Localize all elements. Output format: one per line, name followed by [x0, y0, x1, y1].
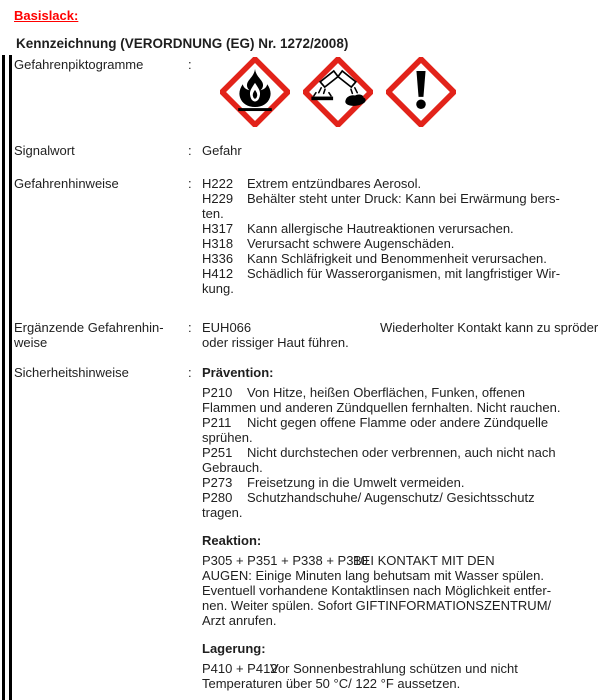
- field-label-line: weise: [14, 335, 48, 350]
- field-label-line: Ergänzende Gefahrenhin-: [14, 320, 164, 335]
- statement-line: [202, 266, 612, 281]
- ghs-diamond-frame: [305, 59, 371, 125]
- statement-text: Extrem entzündbares Aerosol.: [247, 176, 422, 191]
- field-colon: :: [188, 176, 192, 191]
- field-label: [14, 320, 188, 350]
- field-value: [202, 57, 612, 127]
- field-label-line: Gefahrenhinweise: [14, 176, 119, 191]
- document-header: [0, 0, 612, 51]
- statement-line: sprühen.: [202, 430, 253, 445]
- field-label: [14, 57, 188, 72]
- statement-text: Behälter steht unter Druck: Kann bei Erwärmung bers-: [247, 191, 560, 206]
- statement-line: Temperaturen über 50 °C/ 122 °F aussetzen.: [202, 676, 461, 691]
- statement-line: [202, 221, 612, 236]
- statement-code: P251: [202, 445, 233, 460]
- field-row: [0, 143, 612, 158]
- statement-line: oder rissiger Haut führen.: [202, 335, 349, 350]
- statement-code: H229: [202, 191, 234, 206]
- field-label: [14, 143, 188, 158]
- statement-line: [202, 475, 612, 490]
- statement-line: ten.: [202, 206, 224, 221]
- statement-line: Flammen und anderen Zündquellen fernhalten. Nicht rauchen.: [202, 400, 561, 415]
- statement-text: Vor Sonnenbestrahlung schützen und nicht: [270, 661, 518, 676]
- statement-group-heading: Prävention:: [202, 365, 274, 380]
- statement-group-heading: Lagerung:: [202, 641, 266, 656]
- statement-line: [202, 490, 612, 505]
- statement-line: [202, 385, 612, 400]
- field-label-line: Sicherheitshinweise: [14, 365, 129, 380]
- corrosion-icon: [303, 57, 373, 127]
- statement-line: [202, 661, 612, 676]
- statement-line: [202, 176, 612, 191]
- statement-line: Eventuell vorhandene Kontaktlinsen nach Möglichkeit entfer-: [202, 583, 552, 598]
- section-title: Kennzeichnung (VERORDNUNG (EG) Nr. 1272/2008): [16, 36, 349, 51]
- statement-code: EUH066: [202, 320, 252, 335]
- statement-line: [202, 445, 612, 460]
- fields: [0, 57, 612, 691]
- statement-code: P410 + P412: [202, 661, 278, 676]
- statement-text: Freisetzung in die Umwelt vermeiden.: [247, 475, 465, 490]
- field-label: [14, 365, 188, 380]
- statement-line: Arzt anrufen.: [202, 613, 277, 628]
- statement-group-heading: Reaktion:: [202, 533, 262, 548]
- exclamation-mark-icon: [386, 57, 456, 127]
- field-label: [14, 176, 188, 191]
- statement-text: Kann allergische Hautreaktionen verursachen.: [247, 221, 514, 236]
- statement-line: nen. Weiter spülen. Sofort GIFTINFORMATIONSZENTRUM/: [202, 598, 552, 613]
- change-indicator-bar: [2, 55, 5, 700]
- statement-code: P210: [202, 385, 233, 400]
- field-row: [0, 320, 612, 350]
- statement-text: Nicht durchstechen oder verbrennen, auch nicht nach: [247, 445, 556, 460]
- field-label-line: Gefahrenpiktogramme: [14, 57, 144, 72]
- field-colon: :: [188, 365, 192, 380]
- statement-line: tragen.: [202, 505, 243, 520]
- field-row: [0, 365, 612, 691]
- statement-code: P280: [202, 490, 233, 505]
- field-value: [202, 176, 612, 296]
- field-colon: :: [188, 143, 192, 158]
- field-colon: :: [188, 57, 192, 72]
- field-label-line: Signalwort: [14, 143, 75, 158]
- statement-code: P273: [202, 475, 233, 490]
- product-label: Basislack:: [14, 8, 79, 23]
- field-colon: :: [188, 320, 192, 335]
- statement-code: P211: [202, 415, 232, 430]
- field-row: [0, 176, 612, 296]
- flame-icon: [220, 57, 290, 127]
- statement-text: Schutzhandschuhe/ Augenschutz/ Gesichtsschutz: [247, 490, 535, 505]
- statement-code: H318: [202, 236, 234, 251]
- statement-line: [202, 553, 612, 568]
- statement-line: kung.: [202, 281, 234, 296]
- change-indicator-bar: [9, 55, 12, 700]
- statement-line: [202, 191, 612, 206]
- statement-code: H317: [202, 221, 234, 236]
- statement-line: Gebrauch.: [202, 460, 263, 475]
- statement-text: BEI KONTAKT MIT DEN: [353, 553, 495, 568]
- statement-code: H222: [202, 176, 234, 191]
- statement-line: Gefahr: [202, 143, 242, 158]
- field-value: [202, 143, 612, 158]
- statement-code: H336: [202, 251, 234, 266]
- statement-line: AUGEN: Einige Minuten lang behutsam mit Wasser spülen.: [202, 568, 545, 583]
- statement-line: [202, 251, 612, 266]
- statement-text: Wiederholter Kontakt kann zu spröder: [380, 320, 599, 335]
- statement-code: P305 + P351 + P338 + P310: [202, 553, 368, 568]
- statement-line: [202, 236, 612, 251]
- statement-text: Von Hitze, heißen Oberflächen, Funken, offenen: [247, 385, 525, 400]
- field-value: [202, 320, 612, 350]
- statement-line: [202, 320, 612, 335]
- statement-text: Schädlich für Wasserorganismen, mit langfristiger Wir-: [247, 266, 561, 281]
- field-row: [0, 57, 612, 127]
- statement-line: [202, 415, 612, 430]
- field-value: [202, 365, 612, 691]
- statement-text: Kann Schläfrigkeit und Benommenheit verursachen.: [247, 251, 547, 266]
- statement-text: Verursacht schwere Augenschäden.: [247, 236, 455, 251]
- statement-text: Nicht gegen offene Flamme oder andere Zündquelle: [247, 415, 549, 430]
- statement-code: H412: [202, 266, 234, 281]
